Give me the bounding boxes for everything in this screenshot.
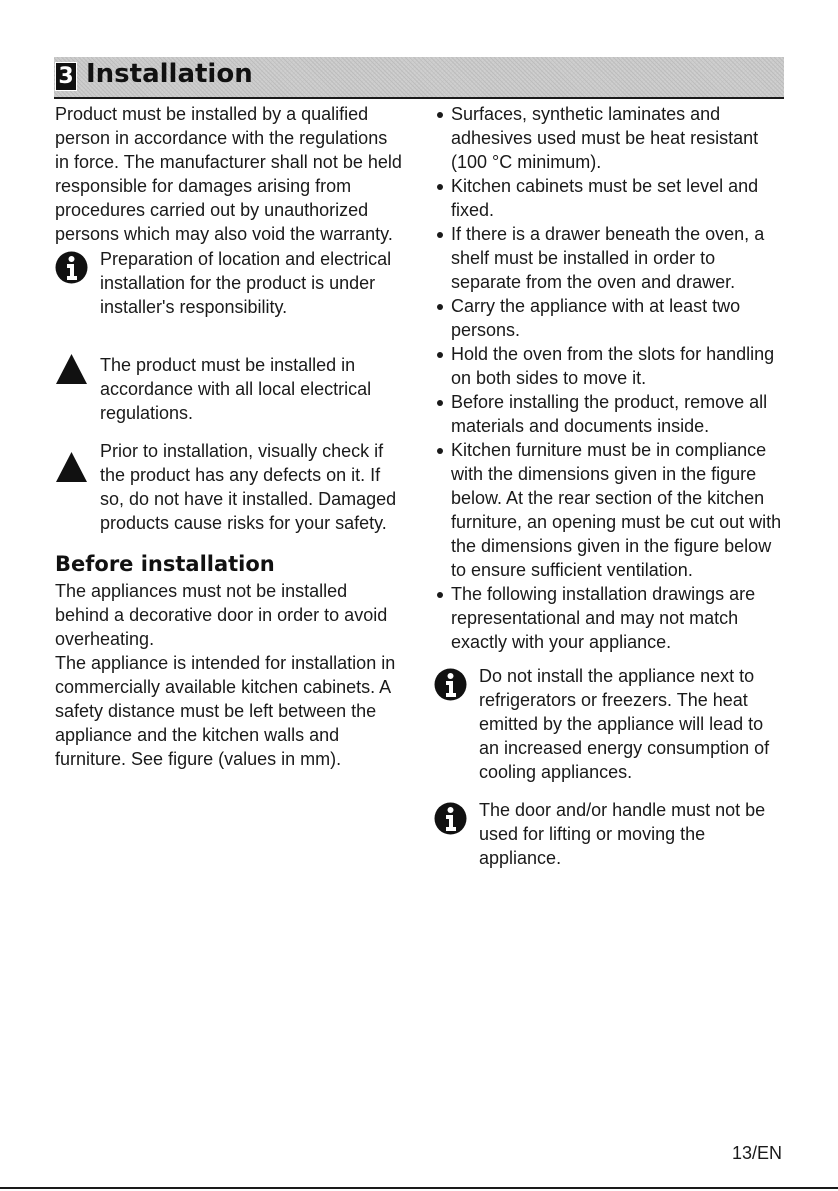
left-column [55,102,405,771]
list-item: If there is a drawer beneath the oven, a shelf must be installed in order to separate from the oven and drawer. [434,222,786,294]
right-column [434,102,786,870]
paragraph: The appliances must not be installed behind a decorative door in order to avoid overheating. [55,581,388,649]
info-note [55,247,405,319]
info-note-text: Do not install the appliance next to refrigerators or freezers. The heat emitted by the appliance will lead to an increased energy consumption of cooling appliances. [479,666,770,782]
section-heading: Before installation [55,552,275,576]
warning-note-text: Prior to installation, visually check if the product has any defects on it. If so, do not have it installed. Damaged products cause risks for your safety. [100,441,397,533]
info-note-text: Preparation of location and electrical installation for the product is under installer's responsibility. [100,249,392,317]
intro-paragraph: Product must be installed by a qualified person in accordance with the regulations in force. The manufacturer shall not be held responsible for damages arising from procedures carried out by unauthorized persons which may also void the warranty. [55,104,402,244]
list-item: Before installing the product, remove all materials and documents inside. [434,390,786,438]
chapter-number-badge: 3 [55,62,77,91]
chapter-title: Installation [86,59,253,89]
paragraph: The appliance is intended for installation in commercially available kitchen cabinets. A safety distance must be left between the appliance and the kitchen walls and furniture. See figure (values in mm). [55,653,396,769]
list-item: Kitchen furniture must be in compliance with the dimensions given in the figure below. At the rear section of the kitchen furniture, an opening must be cut out with the dimensions given in the figure below to ensure sufficient ventilation. [434,438,786,582]
bullet-list [434,102,786,654]
chapter-header [54,57,784,99]
info-icon [434,802,467,835]
warning-icon [55,353,88,386]
info-icon [55,251,88,284]
list-item: Surfaces, synthetic laminates and adhesives used must be heat resistant (100 °C minimum). [434,102,786,174]
list-item: Kitchen cabinets must be set level and fixed. [434,174,786,222]
info-note [434,664,786,784]
warning-note [55,439,405,535]
page-number: 13/EN [731,1143,782,1163]
list-item: The following installation drawings are representational and may not match exactly with your appliance. [434,582,786,654]
info-note-text: The door and/or handle must not be used for lifting or moving the appliance. [479,800,766,868]
info-icon [434,668,467,701]
info-note [434,798,786,870]
bottom-rule [0,1187,838,1189]
warning-note-text: The product must be installed in accordance with all local electrical regulations. [100,355,372,423]
warning-note [55,339,405,425]
list-item: Carry the appliance with at least two persons. [434,294,786,342]
warning-icon [55,451,88,484]
list-item: Hold the oven from the slots for handling on both sides to move it. [434,342,786,390]
